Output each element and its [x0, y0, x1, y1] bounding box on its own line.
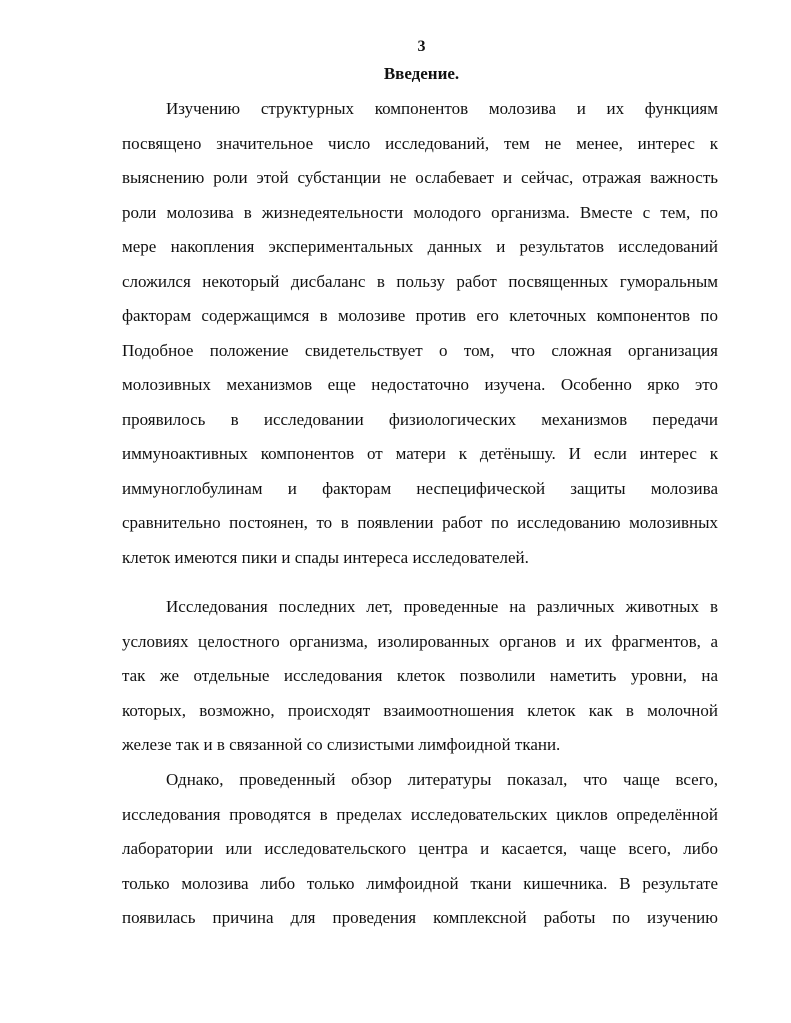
text-line: Подобное положение свидетельствует о том, что сложная организация	[122, 340, 718, 360]
text-line: Изучению структурных компонентов молозива и их функциям	[166, 99, 718, 118]
text-line: сложился некоторый дисбаланс в пользу работ посвященных гуморальным	[122, 271, 718, 291]
text-line: иммуноглобулинам и факторам неспецифической защиты молозива	[122, 478, 718, 498]
text-line: Однако, проведенный обзор литературы показал, что чаще всего,	[166, 770, 718, 789]
text-line: железе так и в связанной со слизистыми лимфоидной ткани.	[122, 735, 561, 754]
text-line: исследования проводятся в пределах исследовательских циклов определённой	[122, 804, 718, 824]
text-line: иммуноактивных компонентов от матери к детёнышу. И если интерес к	[122, 444, 718, 463]
text-line: сравнительно постоянен, то в появлении работ по исследованию молозивных	[122, 513, 718, 532]
text-line: так же отдельные исследования клеток позволили наметить уровни, на	[122, 666, 718, 685]
text-line: молозивных механизмов еще недостаточно изучена. Особенно ярко это	[122, 375, 718, 394]
paragraph-3	[122, 763, 718, 936]
text-line: роли молозива в жизнедеятельности молодого организма. Вместе с тем, по	[122, 202, 718, 222]
text-line: факторам содержащимся в молозиве против его клеточных компонентов по	[122, 306, 718, 325]
text-line: только молозива либо только лимфоидной ткани кишечника. В результате	[122, 873, 718, 893]
text-line: мере накопления экспериментальных данных и результатов исследований	[122, 237, 718, 256]
page-heading: Введение.	[383, 64, 460, 83]
text-line: выяснению роли этой субстанции не ослабевает и сейчас, отражая важность	[122, 168, 718, 187]
text-line: лаборатории или исследовательского центра и касается, чаще всего, либо	[122, 839, 718, 858]
text-line: условиях целостного организма, изолированных органов и их фрагментов, а	[122, 631, 718, 651]
text-line: посвящено значительное число исследований, тем не менее, интерес к	[122, 133, 718, 153]
text-line: проявилось в исследовании физиологических механизмов передачи	[122, 409, 718, 429]
text-line: Исследования последних лет, проведенные на различных животных в	[166, 597, 718, 616]
text-line: появилась причина для проведения комплексной работы по изучению	[122, 908, 718, 927]
paragraph-1	[122, 92, 718, 575]
paragraph-2	[122, 590, 718, 763]
page-number: 3	[417, 38, 426, 55]
text-line: клеток имеются пики и спады интереса исследователей.	[122, 547, 529, 567]
text-line: которых, возможно, происходят взаимоотношения клеток как в молочной	[122, 700, 718, 720]
